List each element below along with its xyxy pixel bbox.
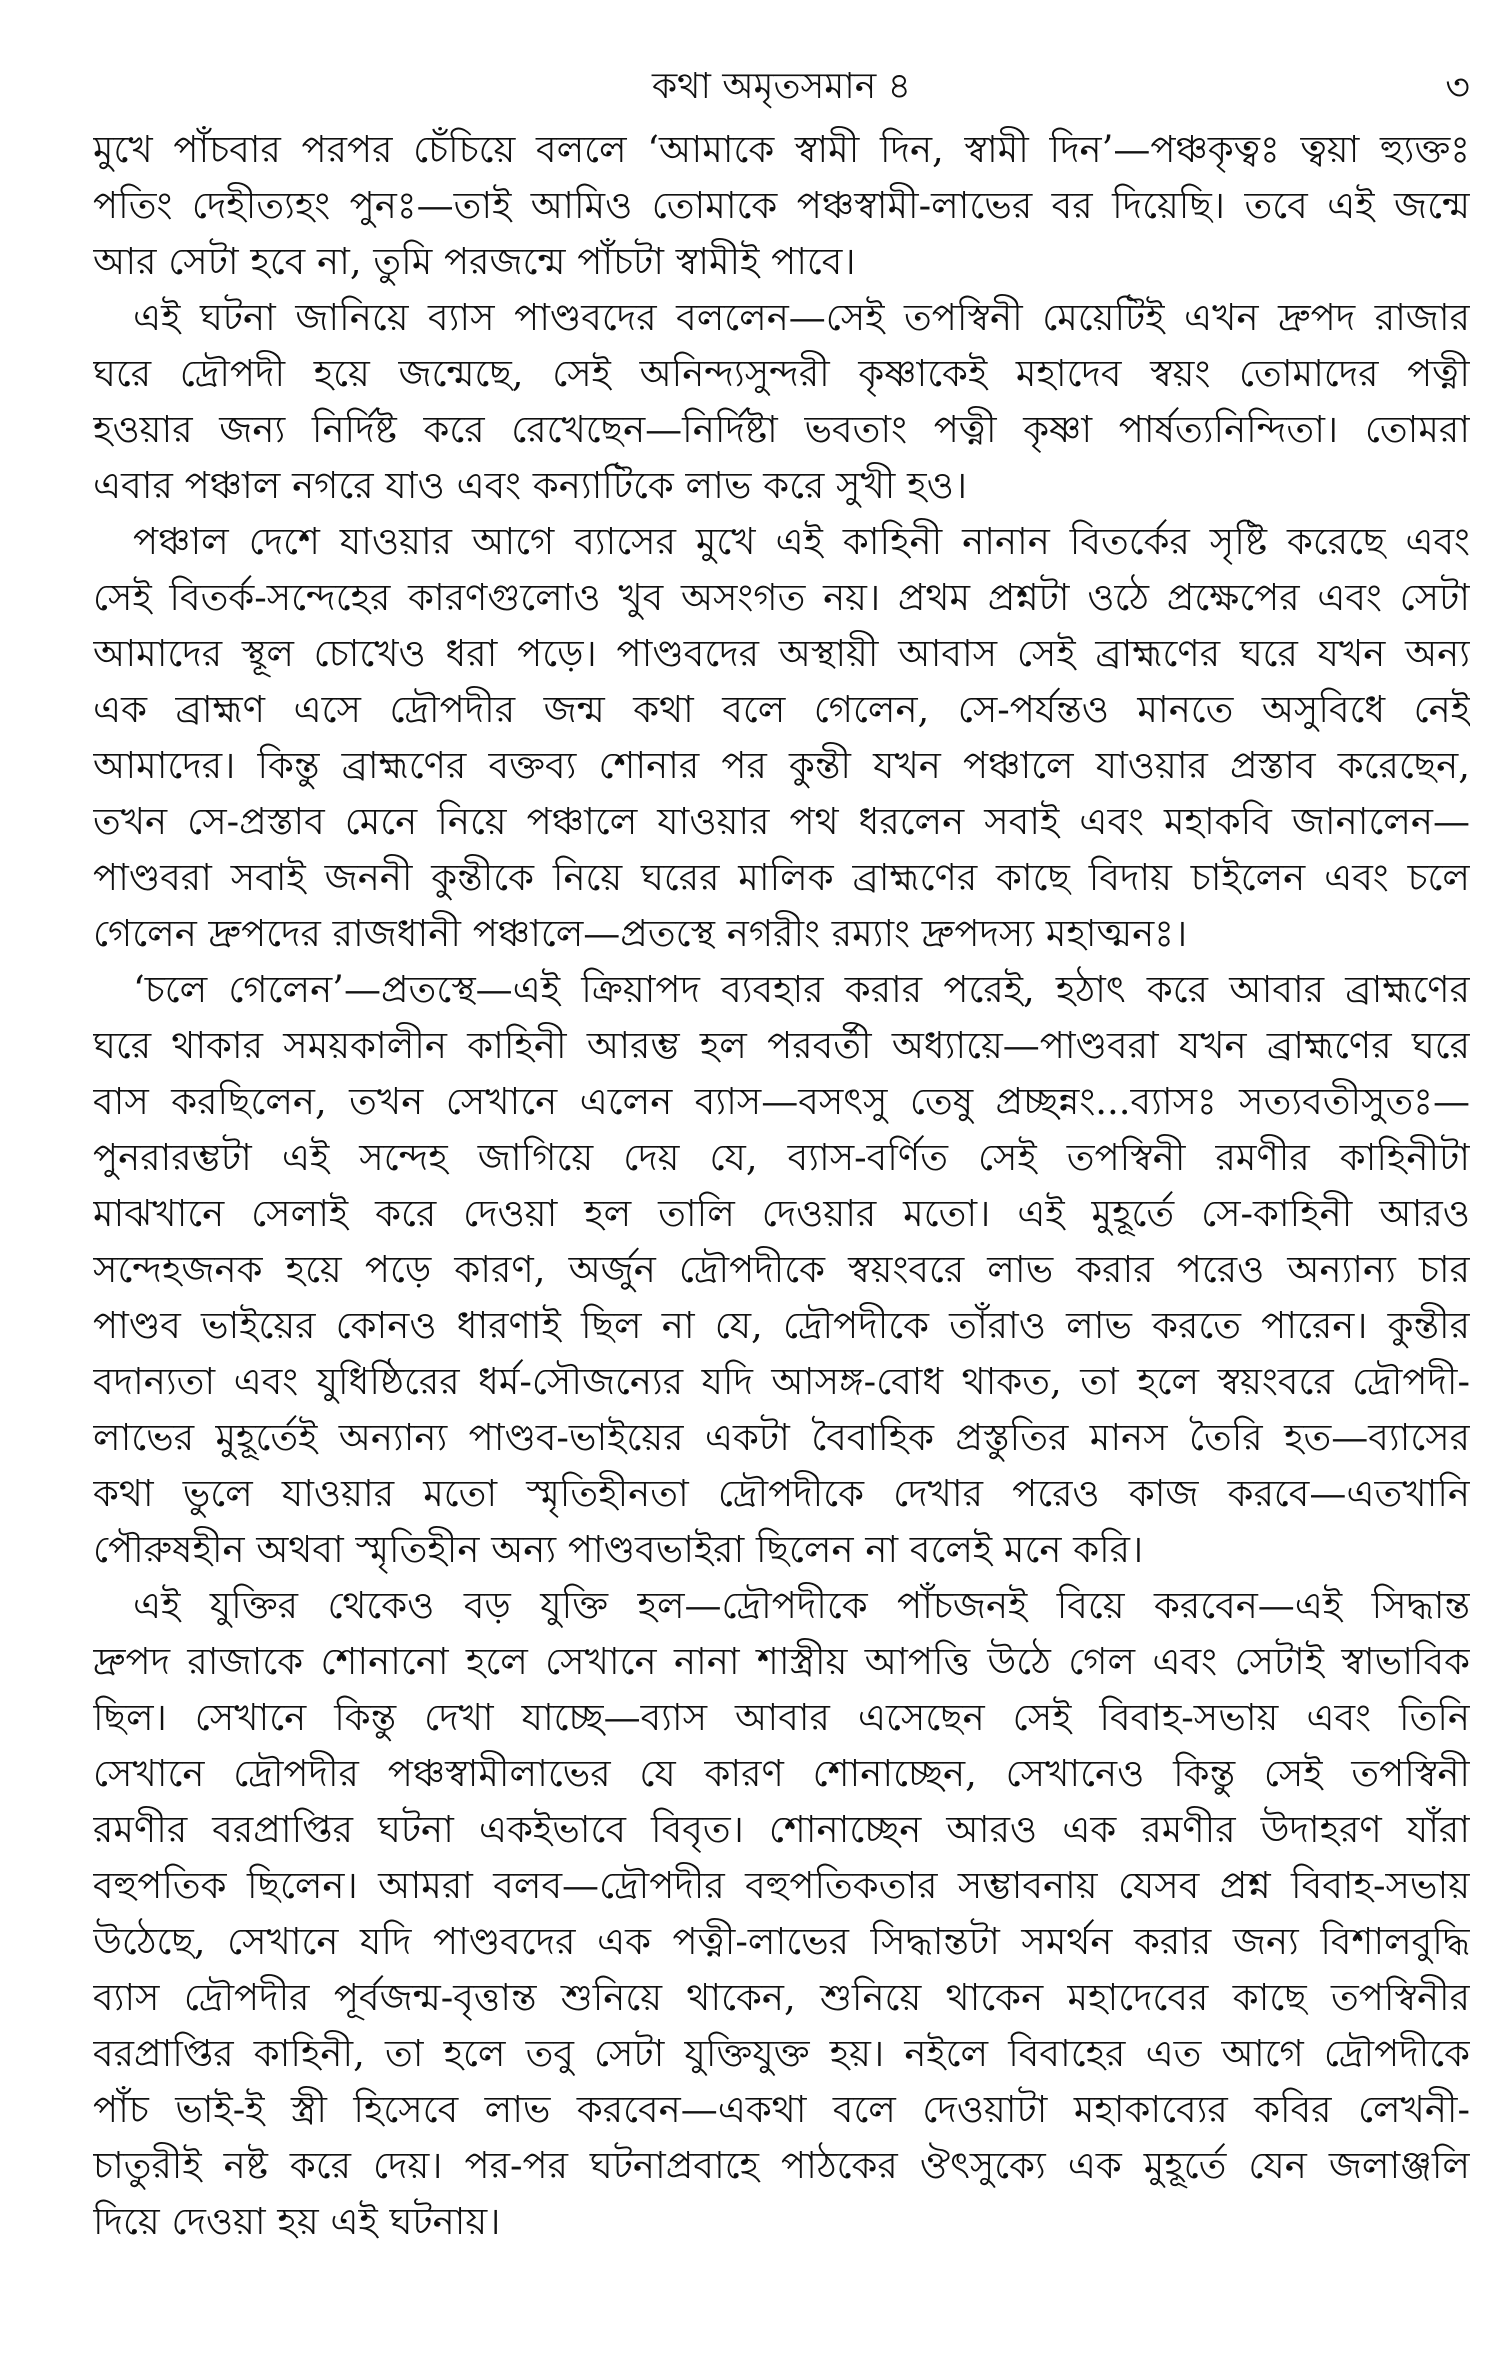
- text-line: মাঝখানে সেলাই করে দেওয়া হল তালি দেওয়ার মতো। এই মুহূর্তে সে-কাহিনী আরও: [93, 1192, 1470, 1235]
- text-line: আমাদের স্থূল চোখেও ধরা পড়ে। পাণ্ডবদের অস্থায়ী আবাস সেই ব্রাহ্মণের ঘরে যখন অন্য: [93, 632, 1470, 675]
- paragraph: [93, 1578, 1470, 2250]
- text-line: গেলেন দ্রুপদের রাজধানী পঞ্চালে—প্রতস্থে নগরীং রম্যাং দ্রুপদস্য মহাত্মনঃ।: [93, 912, 1188, 955]
- text-line: হওয়ার জন্য নির্দিষ্ট করে রেখেছেন—নির্দিষ্টা ভবতাং পত্নী কৃষ্ণা পার্ষত্যনিন্দিতা। তোমরা: [93, 408, 1470, 451]
- text-line: বহুপতিক ছিলেন। আমরা বলব—দ্রৌপদীর বহুপতিকতার সম্ভাবনায় যেসব প্রশ্ন বিবাহ-সভায়: [93, 1864, 1470, 1907]
- text-line: এক ব্রাহ্মণ এসে দ্রৌপদীর জন্ম কথা বলে গেলেন, সে-পর্যন্তও মানতে অসুবিধে নেই: [93, 688, 1470, 731]
- text-line: বাস করছিলেন, তখন সেখানে এলেন ব্যাস—বসৎসু তেষু প্রচ্ছন্নং...ব্যাসঃ সত্যবতীসুতঃ—: [93, 1080, 1470, 1123]
- text-line: সেখানে দ্রৌপদীর পঞ্চস্বামীলাভের যে কারণ শোনাচ্ছেন, সেখানেও কিন্তু সেই তপস্বিনী: [93, 1752, 1470, 1795]
- text-line: এবার পঞ্চাল নগরে যাও এবং কন্যাটিকে লাভ করে সুখী হও।: [93, 464, 968, 507]
- body-text: [93, 122, 1470, 2250]
- text-line: পৌরুষহীন অথবা স্মৃতিহীন অন্য পাণ্ডবভাইরা ছিলেন না বলেই মনে করি।: [93, 1528, 1144, 1571]
- text-line: এই ঘটনা জানিয়ে ব্যাস পাণ্ডবদের বললেন—সেই তপস্বিনী মেয়েটিই এখন দ্রুপদ রাজার: [133, 296, 1470, 339]
- text-line: এই যুক্তির থেকেও বড় যুক্তি হল—দ্রৌপদীকে পাঁচজনই বিয়ে করবেন—এই সিদ্ধান্ত: [133, 1584, 1470, 1627]
- text-line: ঘরে থাকার সময়কালীন কাহিনী আরম্ভ হল পরবর্তী অধ্যায়ে—পাণ্ডবরা যখন ব্রাহ্মণের ঘরে: [93, 1024, 1470, 1067]
- text-line: রমণীর বরপ্রাপ্তির ঘটনা একইভাবে বিবৃত। শোনাচ্ছেন আরও এক রমণীর উদাহরণ যাঁরা: [93, 1808, 1470, 1851]
- text-line: ব্যাস দ্রৌপদীর পূর্বজন্ম-বৃত্তান্ত শুনিয়ে থাকেন, শুনিয়ে থাকেন মহাদেবের কাছে তপস্বিনীর: [93, 1976, 1470, 2019]
- text-line: লাভের মুহূর্তেই অন্যান্য পাণ্ডব-ভাইয়ের একটা বৈবাহিক প্রস্তুতির মানস তৈরি হত—ব্যাসের: [93, 1416, 1470, 1459]
- paragraph: [93, 962, 1470, 1578]
- text-line: উঠেছে, সেখানে যদি পাণ্ডবদের এক পত্নী-লাভের সিদ্ধান্তটা সমর্থন করার জন্য বিশালবুদ্ধি: [93, 1920, 1470, 1963]
- text-line: ঘরে দ্রৌপদী হয়ে জন্মেছে, সেই অনিন্দ্যসুন্দরী কৃষ্ণাকেই মহাদেব স্বয়ং তোমাদের পত্নী: [93, 352, 1470, 395]
- text-line: সেই বিতর্ক-সন্দেহের কারণগুলোও খুব অসংগত নয়। প্রথম প্রশ্নটা ওঠে প্রক্ষেপের এবং সেটা: [93, 576, 1470, 619]
- paragraph: [93, 514, 1470, 962]
- paragraph: [93, 122, 1470, 290]
- running-title: কথা অমৃতসমান ৪: [651, 66, 912, 107]
- text-line: দ্রুপদ রাজাকে শোনানো হলে সেখানে নানা শাস্ত্রীয় আপত্তি উঠে গেল এবং সেটাই স্বাভাবিক: [93, 1640, 1470, 1683]
- paragraph: [93, 290, 1470, 514]
- text-line: মুখে পাঁচবার পরপর চেঁচিয়ে বললে ‘আমাকে স্বামী দিন, স্বামী দিন’—পঞ্চকৃত্বঃ ত্বয়া হ্যুক্তঃ: [93, 128, 1470, 171]
- text-line: কথা ভুলে যাওয়ার মতো স্মৃতিহীনতা দ্রৌপদীকে দেখার পরেও কাজ করবে—এতখানি: [93, 1472, 1470, 1515]
- text-line: আমাদের। কিন্তু ব্রাহ্মণের বক্তব্য শোনার পর কুন্তী যখন পঞ্চালে যাওয়ার প্রস্তাব করেছেন,: [93, 744, 1470, 787]
- text-line: পঞ্চাল দেশে যাওয়ার আগে ব্যাসের মুখে এই কাহিনী নানান বিতর্কের সৃষ্টি করেছে এবং: [133, 520, 1470, 563]
- text-line: পাণ্ডবরা সবাই জননী কুন্তীকে নিয়ে ঘরের মালিক ব্রাহ্মণের কাছে বিদায় চাইলেন এবং চলে: [93, 856, 1470, 899]
- text-line: পাণ্ডব ভাইয়ের কোনও ধারণাই ছিল না যে, দ্রৌপদীকে তাঁরাও লাভ করতে পারেন। কুন্তীর: [93, 1304, 1470, 1347]
- text-line: সন্দেহজনক হয়ে পড়ে কারণ, অর্জুন দ্রৌপদীকে স্বয়ংবরে লাভ করার পরেও অন্যান্য চার: [93, 1248, 1470, 1291]
- text-line: তখন সে-প্রস্তাব মেনে নিয়ে পঞ্চালে যাওয়ার পথ ধরলেন সবাই এবং মহাকবি জানালেন—: [93, 800, 1470, 843]
- text-line: পাঁচ ভাই-ই স্ত্রী হিসেবে লাভ করবেন—একথা বলে দেওয়াটা মহাকাব্যের কবির লেখনী-: [93, 2088, 1470, 2131]
- text-line: পুনরারম্ভটা এই সন্দেহ জাগিয়ে দেয় যে, ব্যাস-বর্ণিত সেই তপস্বিনী রমণীর কাহিনীটা: [93, 1136, 1470, 1179]
- page-number: ৩: [1445, 65, 1470, 109]
- text-line: বরপ্রাপ্তির কাহিনী, তা হলে তবু সেটা যুক্তিযুক্ত হয়। নইলে বিবাহের এত আগে দ্রৌপদীকে: [93, 2032, 1470, 2075]
- text-line: পতিং দেহীত্যহং পুনঃ—তাই আমিও তোমাকে পঞ্চস্বামী-লাভের বর দিয়েছি। তবে এই জন্মে: [93, 184, 1470, 227]
- page-header: [93, 62, 1470, 112]
- text-line: চাতুরীই নষ্ট করে দেয়। পর-পর ঘটনাপ্রবাহে পাঠকের ঔৎসুক্যে এক মুহূর্তে যেন জলাঞ্জলি: [93, 2144, 1470, 2187]
- text-line: বদান্যতা এবং যুধিষ্ঠিরের ধর্ম-সৌজন্যের যদি আসঙ্গ-বোধ থাকত, তা হলে স্বয়ংবরে দ্রৌপদী-: [93, 1360, 1470, 1403]
- text-line: ছিল। সেখানে কিন্তু দেখা যাচ্ছে—ব্যাস আবার এসেছেন সেই বিবাহ-সভায় এবং তিনি: [93, 1696, 1470, 1739]
- text-line: ‘চলে গেলেন’—প্রতস্থে—এই ক্রিয়াপদ ব্যবহার করার পরেই, হঠাৎ করে আবার ব্রাহ্মণের: [133, 968, 1470, 1011]
- text-line: দিয়ে দেওয়া হয় এই ঘটনায়।: [93, 2200, 501, 2243]
- text-line: আর সেটা হবে না, তুমি পরজন্মে পাঁচটা স্বামীই পাবে।: [93, 240, 856, 283]
